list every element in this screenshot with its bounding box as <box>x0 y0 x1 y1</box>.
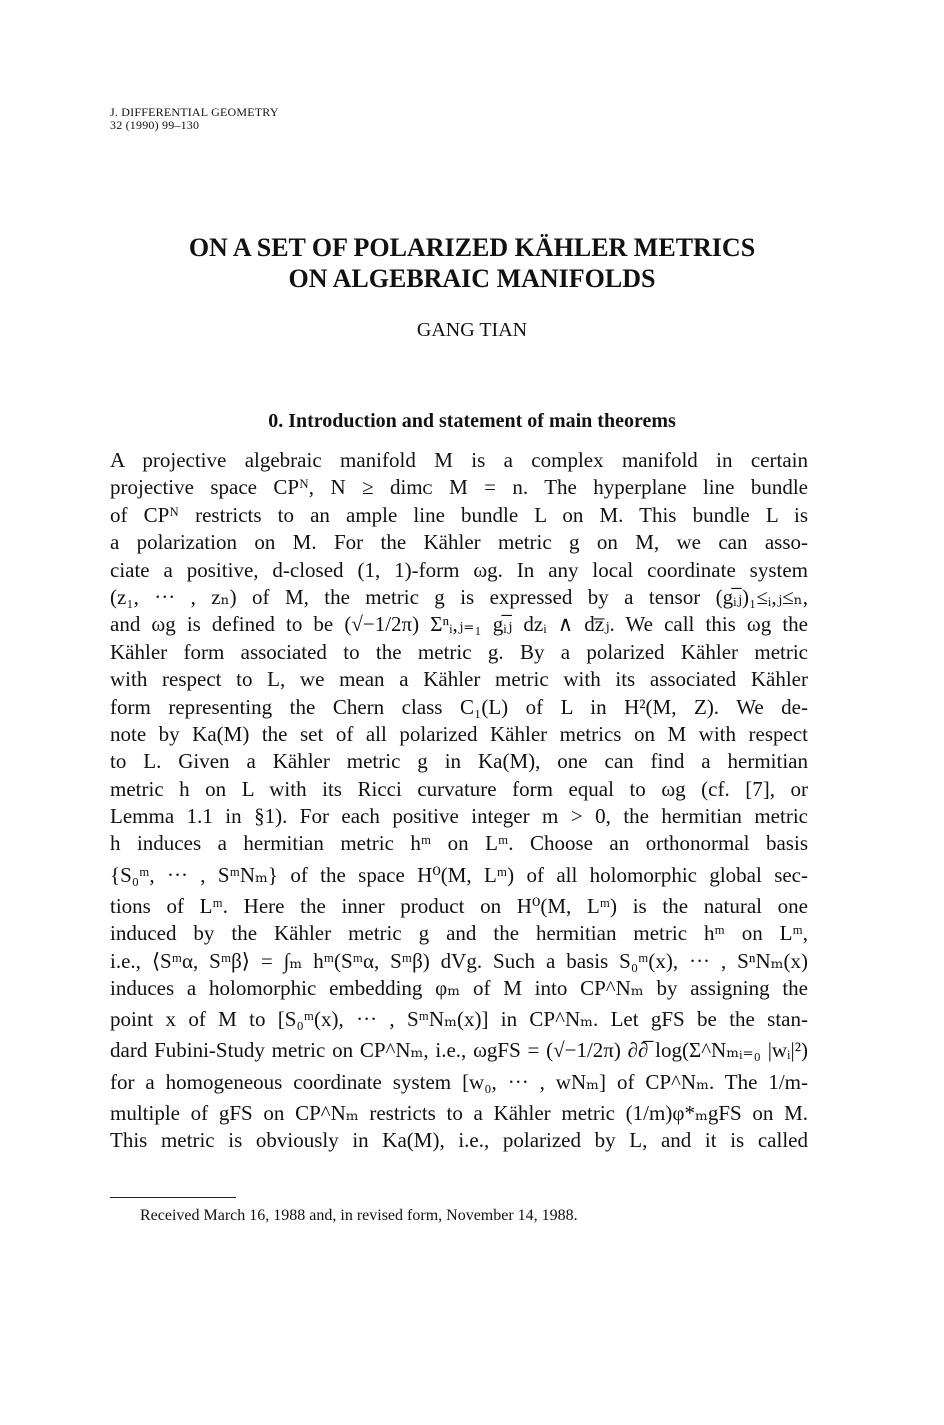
body-paragraph <box>110 447 808 1155</box>
paper-title <box>0 232 944 294</box>
text-line: A projective algebraic manifold M is a complex manifold in certain <box>110 448 808 472</box>
text-line: dard Fubini-Study metric on CP^Nₘ, i.e., ωgFS = (√−1/2π) ∂∂̅ log(Σ^Nₘᵢ₌₀ |wᵢ|²) <box>110 1038 808 1063</box>
text-line: induces a holomorphic embedding φₘ of M into CP^Nₘ by assigning the <box>110 976 808 1001</box>
text-line: Lemma 1.1 in §1). For each positive integer m > 0, the hermitian metric <box>110 804 808 829</box>
text-line: tions of Lᵐ. Here the inner product on H⁰(M, Lᵐ) is the natural one <box>110 893 808 918</box>
text-line: induced by the Kähler metric g and the hermitian metric hᵐ on Lᵐ, <box>110 921 808 946</box>
text-line: and ωg is defined to be (√−1/2π) Σⁿᵢ,ⱼ₌₁ gᵢ̅ⱼ dzᵢ ∧ dz̅ⱼ. We call this ωg the <box>110 612 808 637</box>
journal-citation: 32 (1990) 99–130 <box>110 118 200 132</box>
journal-header <box>110 106 279 132</box>
text-line: a polarization on M. For the Kähler metric g on M, we can asso- <box>110 530 808 555</box>
text-line: i.e., ⟨Sᵐα, Sᵐβ⟩ = ∫ₘ hᵐ(Sᵐα, Sᵐβ) dVg. Such a basis S₀ᵐ(x), ··· , SⁿNₘ(x) <box>110 948 808 973</box>
footnote: Received March 16, 1988 and, in revised form, November 14, 1988. <box>140 1207 578 1224</box>
text-line: metric h on L with its Ricci curvature form equal to ωg (cf. [7], or <box>110 776 808 801</box>
section-heading: 0. Introduction and statement of main theorems <box>268 410 676 432</box>
text-line: This metric is obviously in Ka(M), i.e., polarized by L, and it is called <box>110 1128 808 1153</box>
text-line: with respect to L, we mean a Kähler metric with its associated Kähler <box>110 667 808 692</box>
footnote-divider <box>110 1197 236 1198</box>
text-line: Kähler form associated to the metric g. By a polarized Kähler metric <box>110 639 808 664</box>
text-line: ciate a positive, d-closed (1, 1)-form ωg. In any local coordinate system <box>110 557 808 582</box>
text-line: {S₀ᵐ, ··· , SᵐNₘ} of the space H⁰(M, Lᵐ) of all holomorphic global sec- <box>110 862 808 887</box>
text-line: to L. Given a Kähler metric g in Ka(M), one can find a hermitian <box>110 749 808 774</box>
text-line: note by Ka(M) the set of all polarized Kähler metrics on M with respect <box>110 721 808 746</box>
text-line: point x of M to [S₀ᵐ(x), ··· , SᵐNₘ(x)] in CP^Nₘ. Let gFS be the stan- <box>110 1007 808 1032</box>
text-line: for a homogeneous coordinate system [w₀, ··· , wNₘ] of CP^Nₘ. The 1/m- <box>110 1069 808 1094</box>
journal-name: J. DIFFERENTIAL GEOMETRY <box>110 105 279 119</box>
author-name: GANG TIAN <box>416 319 528 341</box>
text-line: h induces a hermitian metric hᵐ on Lᵐ. Choose an orthonormal basis <box>110 831 808 856</box>
title-line-2: ON ALGEBRAIC MANIFOLDS <box>288 264 656 293</box>
text-line: of CPᴺ restricts to an ample line bundle L on M. This bundle L is <box>110 502 808 527</box>
text-line: multiple of gFS on CP^Nₘ restricts to a Kähler metric (1/m)φ*ₘgFS on M. <box>110 1100 808 1125</box>
title-line-1: ON A SET OF POLARIZED KÄHLER METRICS <box>188 233 756 262</box>
text-line: form representing the Chern class C₁(L) of L in H²(M, Z). We de- <box>110 694 808 719</box>
text-line: (z₁, ··· , zₙ) of M, the metric g is expressed by a tensor (gᵢ̅ⱼ)₁≤ᵢ,ⱼ≤ₙ, <box>110 584 808 609</box>
text-line: projective space CPᴺ, N ≥ dimᴄ M = n. The hyperplane line bundle <box>110 475 808 500</box>
